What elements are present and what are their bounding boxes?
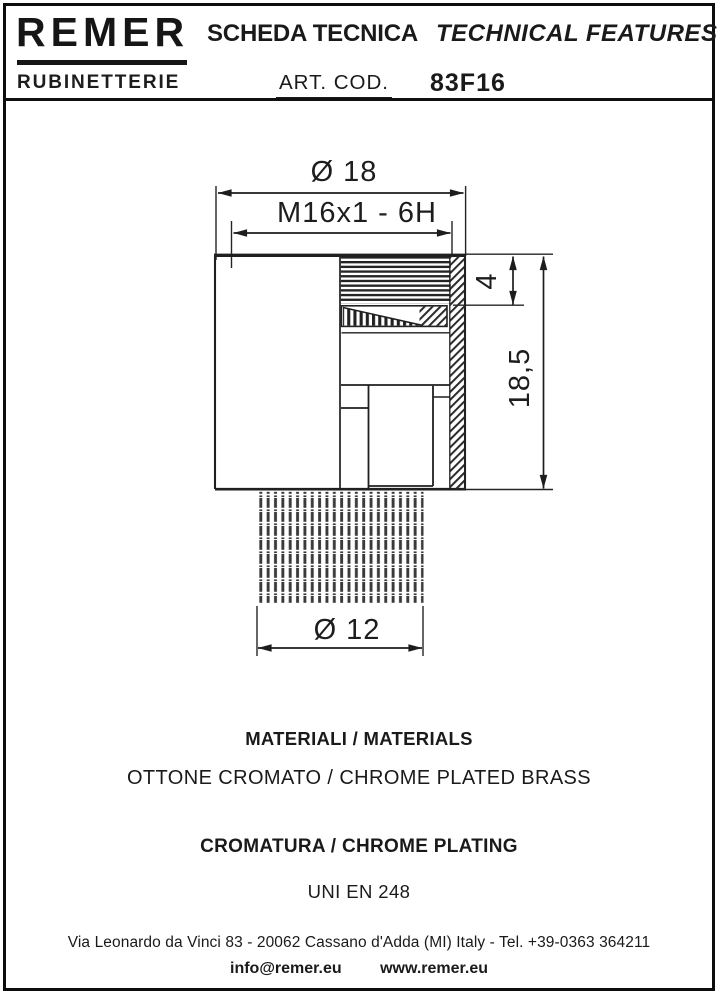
header-divider bbox=[6, 98, 712, 101]
dim-total-height-label: 18,5 bbox=[504, 347, 537, 409]
stem-knurl bbox=[257, 492, 424, 603]
article-code-value: 83F16 bbox=[430, 69, 506, 97]
plating-heading: CROMATURA / CHROME PLATING bbox=[200, 836, 518, 857]
technical-drawing bbox=[0, 120, 718, 680]
website-text: www.remer.eu bbox=[380, 960, 488, 977]
materials-heading: MATERIALI / MATERIALS bbox=[245, 728, 473, 749]
contact-row bbox=[0, 960, 718, 978]
dim-thread-depth-label: 4 bbox=[471, 272, 504, 290]
aerator-insert bbox=[342, 306, 450, 333]
article-code-label: ART. COD. bbox=[276, 71, 392, 98]
logo-underline bbox=[17, 60, 187, 65]
company-address: Via Leonardo da Vinci 83 - 20062 Cassano d'Adda (MI) Italy - Tel. +39-0363 364211 bbox=[67, 934, 651, 951]
dim-outer-diameter-label: Ø 18 bbox=[310, 156, 378, 188]
email-text: info@remer.eu bbox=[230, 960, 342, 977]
dim-thread-label: M16x1 - 6H bbox=[277, 197, 437, 229]
materials-value: OTTONE CROMATO / CHROME PLATED BRASS bbox=[126, 767, 592, 789]
internal-thread-hatch bbox=[341, 257, 451, 304]
plating-standard: UNI EN 248 bbox=[307, 881, 411, 902]
wall-section-hatch bbox=[450, 256, 465, 489]
logo-subtitle: RUBINETTERIE bbox=[17, 72, 181, 93]
title-italian: SCHEDA TECNICA bbox=[207, 20, 418, 47]
title-english: TECHNICAL FEATURES bbox=[436, 20, 718, 47]
dim-stem-diameter-label: Ø 12 bbox=[313, 614, 381, 646]
inner-chamber-lines bbox=[341, 385, 450, 489]
logo-wordmark: REMER bbox=[16, 9, 190, 55]
